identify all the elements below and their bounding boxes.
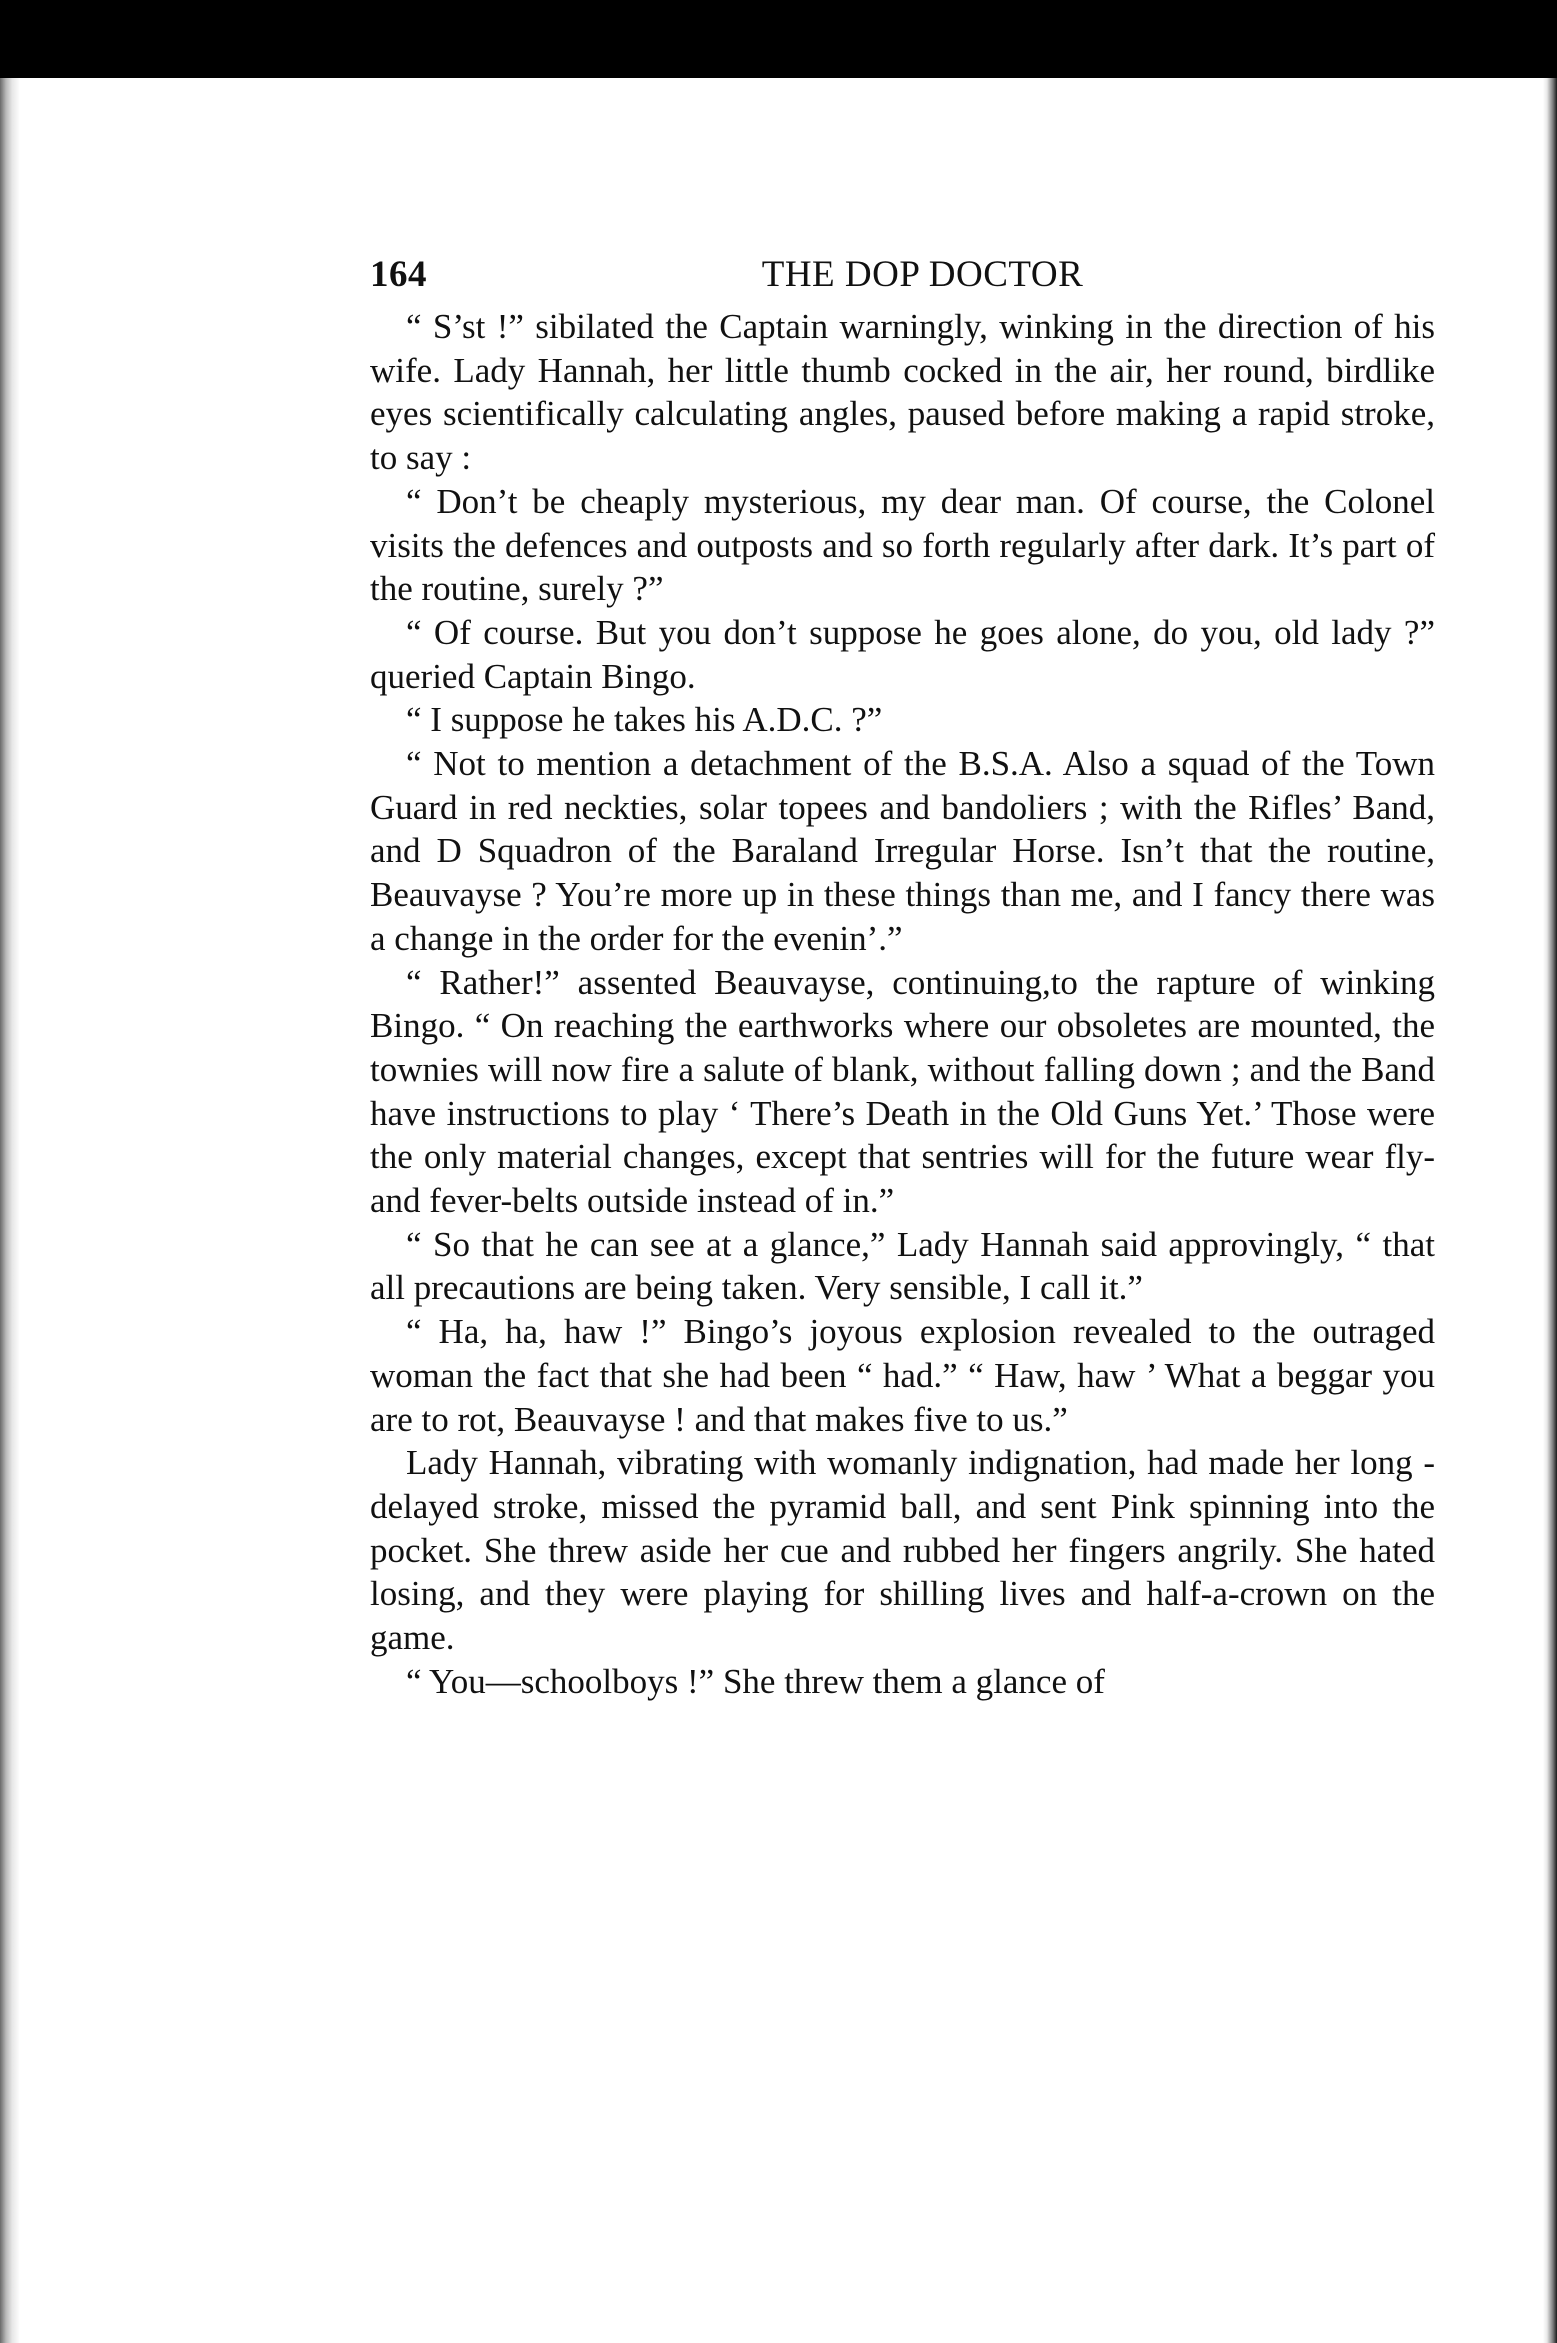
paragraph: “ S’st !” sibilated the Captain warningly, winking in the direction of his wife. Lady Hannah, her little thumb cocked in the air, her round, birdlike eyes scientifically calculating angles, paused before making a rapid stroke, to say :	[370, 307, 1435, 478]
book-page	[370, 245, 1435, 1704]
scan-right-edge	[1543, 78, 1557, 2343]
paragraph: “ Rather!” assented Beauvayse, continuing,to the rapture of winking Bingo. “ On reaching the earthworks where our obsoletes are mounted, the townies will now fire a salute of blank, without falling down ; and the Band have instructions to play ‘ There’s Death in the Old Guns Yet.’ Those were the only material changes, except that sentries will for the future wear fly- and fever-belts outside instead of in.”	[370, 962, 1435, 1221]
book-title: THE DOP DOCTOR	[761, 254, 1084, 295]
paragraph: Lady Hannah, vibrating with womanly indignation, had made her long - delayed stroke, missed the pyramid ball, and sent Pink spinning into the pocket. She threw aside her cue and rubbed her fingers angrily. She hated losing, and they were playing for shilling lives and half-a-crown on the game.	[370, 1443, 1435, 1658]
paragraph: “ You—schoolboys !” She threw them a glance of	[406, 1661, 1105, 1701]
paragraph: “ Of course. But you don’t suppose he goes alone, do you, old lady ?” queried Captain Bingo.	[370, 612, 1435, 696]
paragraph: “ I suppose he takes his A.D.C. ?”	[406, 700, 883, 740]
scan-top-border	[0, 0, 1557, 78]
paragraph: “ Ha, ha, haw !” Bingo’s joyous explosion revealed to the outraged woman the fact that she had been “ had.” “ Haw, haw ’ What a beggar you are to rot, Beauvayse ! and that makes five to us.”	[370, 1312, 1435, 1439]
paragraph: “ Not to mention a detachment of the B.S.A. Also a squad of the Town Guard in red neckties, solar topees and bandoliers ; with the Rifles’ Band, and D Squadron of the Baraland Irregular Horse. Isn’t that the routine, Beauvayse ? You’re more up in these things than me, and I fancy there was a change in the order for the evenin’.”	[370, 744, 1435, 958]
body-text	[370, 305, 1435, 1704]
scan-left-edge	[0, 78, 20, 2343]
paragraph: “ Don’t be cheaply mysterious, my dear man. Of course, the Colonel visits the defences and outposts and so forth regularly after dark. It’s part of the routine, surely ?”	[370, 481, 1435, 609]
page-number: 164	[370, 254, 427, 295]
paragraph: “ So that he can see at a glance,” Lady Hannah said approvingly, “ that all precautions are being taken. Very sensible, I call it.”	[370, 1224, 1435, 1308]
running-head	[370, 245, 1435, 305]
